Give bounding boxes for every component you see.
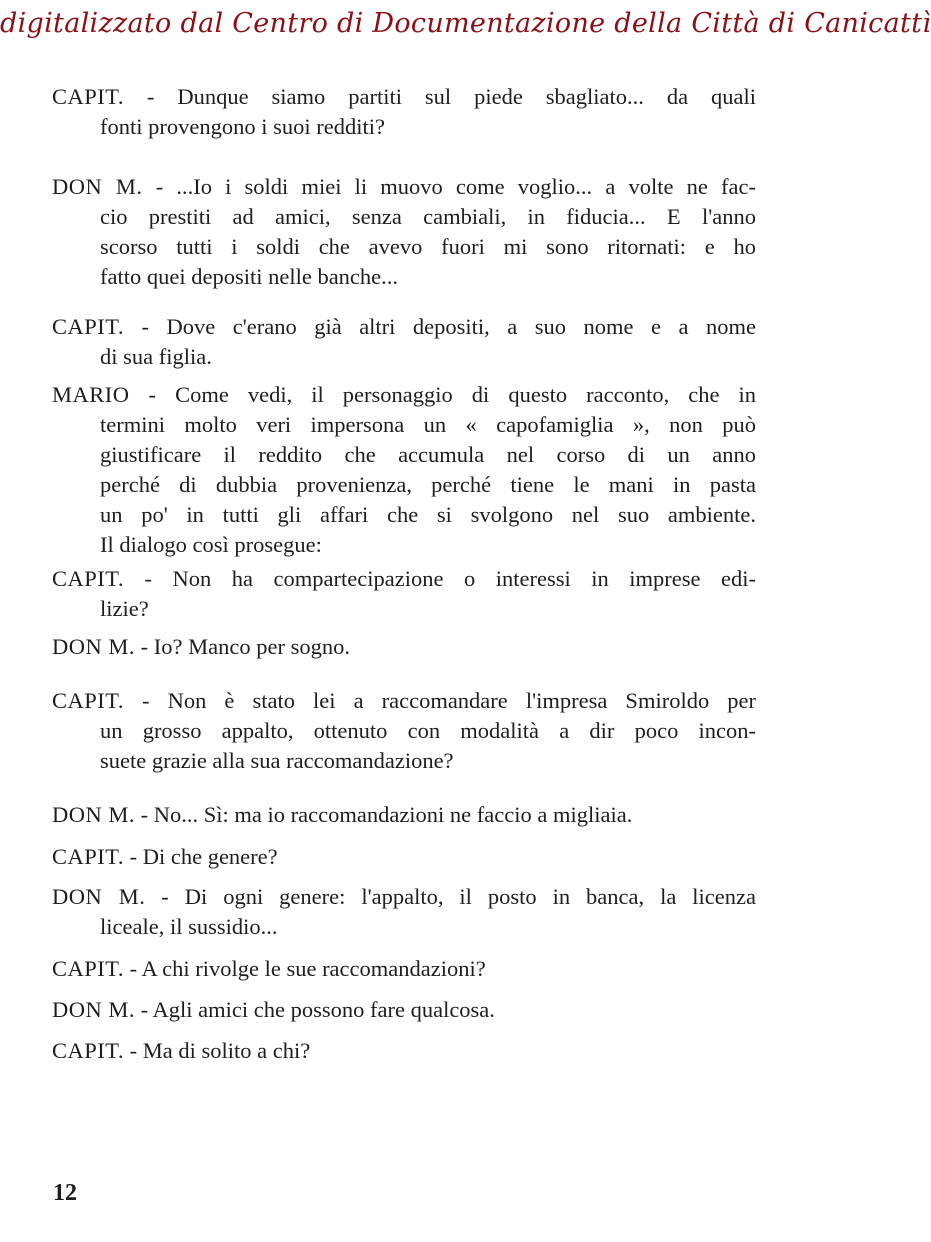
dialogue-line <box>100 262 756 292</box>
line-text: Io? Manco per sogno. <box>153 634 350 659</box>
dialogue-line: CAPIT. - Dove c'erano già altri depositi, a suo nome e a nome <box>52 314 756 339</box>
line-text: Non è stato lei a raccomandare l'impresa Smiroldo per <box>167 688 756 713</box>
line-text: lizie? <box>100 596 149 621</box>
speaker-name: DON M. <box>52 634 136 659</box>
dialogue-line <box>100 112 756 142</box>
speaker-name: DON M. <box>52 997 136 1022</box>
line-text: Dunque siamo partiti sul piede sbagliato... da quali <box>177 84 757 109</box>
dialogue-line <box>100 410 756 440</box>
line-text: Non ha compartecipazione o interessi in imprese edi- <box>172 566 757 591</box>
dialogue-line: CAPIT. - Non ha compartecipazione o interessi in imprese edi- <box>52 566 757 591</box>
dialogue-line <box>100 716 756 746</box>
dialogue-line <box>100 470 756 500</box>
speaker-name: CAPIT. <box>52 566 124 591</box>
dialogue-line <box>100 912 756 942</box>
dialogue-line <box>100 232 756 262</box>
line-text: Come vedi, il personaggio di questo racconto, che in <box>175 382 756 407</box>
page-number: 12 <box>53 1180 77 1206</box>
dialogue-line <box>100 342 756 372</box>
line-text: suete grazie alla sua raccomandazione? <box>100 748 454 773</box>
dialogue-line <box>100 530 756 560</box>
dialogue-line: DON M. - ...Io i soldi miei li muovo come voglio... a volte ne fac- <box>52 174 756 199</box>
line-text: scorso tutti i soldi che avevo fuori mi sono ritornati: e ho <box>100 234 756 259</box>
speaker-name: DON M. <box>52 884 146 909</box>
dialogue-line <box>100 746 756 776</box>
line-text: Dove c'erano già altri depositi, a suo nome e a nome <box>166 314 756 339</box>
speaker-name: CAPIT. <box>52 84 124 109</box>
digitization-watermark: digitalizzato dal Centro di Documentazione della Città di Canicattì <box>0 8 931 39</box>
dialogue-line: DON M. - Io? Manco per sogno. <box>52 634 350 659</box>
line-text: Il dialogo così prosegue: <box>100 532 322 557</box>
dialogue-line: DON M. - Agli amici che possono fare qualcosa. <box>52 997 495 1022</box>
line-text: fonti provengono i suoi redditi? <box>100 114 385 139</box>
line-text: fatto quei depositi nelle banche... <box>100 264 399 289</box>
line-text: Di che genere? <box>142 844 278 869</box>
line-text: perché di dubbia provenienza, perché tiene le mani in pasta <box>100 472 756 497</box>
speaker-name: CAPIT. <box>52 844 124 869</box>
dialogue-line: CAPIT. - Non è stato lei a raccomandare l'impresa Smiroldo per <box>52 688 756 713</box>
dialogue-line <box>100 500 756 530</box>
speaker-name: DON M. <box>52 174 143 199</box>
line-text: A chi rivolge le sue raccomandazioni? <box>141 956 486 981</box>
line-text: un po' in tutti gli affari che si svolgono nel suo ambiente. <box>100 502 756 527</box>
dialogue-line: CAPIT. - Ma di solito a chi? <box>52 1038 311 1063</box>
line-text: giustificare il reddito che accumula nel corso di un anno <box>100 442 756 467</box>
dialogue-line: DON M. - Di ogni genere: l'appalto, il posto in banca, la licenza <box>52 884 756 909</box>
line-text: liceale, il sussidio... <box>100 914 278 939</box>
dialogue-line <box>100 202 756 232</box>
line-text: un grosso appalto, ottenuto con modalità a dir poco incon- <box>100 718 756 743</box>
speaker-name: CAPIT. <box>52 688 124 713</box>
dialogue-line: CAPIT. - A chi rivolge le sue raccomandazioni? <box>52 956 486 981</box>
line-text: termini molto veri impersona un « capofamiglia », non può <box>100 412 756 437</box>
dialogue-line: CAPIT. - Dunque siamo partiti sul piede sbagliato... da quali <box>52 84 757 109</box>
line-text: Ma di solito a chi? <box>142 1038 311 1063</box>
dialogue-line: DON M. - No... Sì: ma io raccomandazioni ne faccio a migliaia. <box>52 802 633 827</box>
speaker-name: DON M. <box>52 802 136 827</box>
line-text: Di ogni genere: l'appalto, il posto in banca, la licenza <box>184 884 756 909</box>
speaker-name: CAPIT. <box>52 956 124 981</box>
line-text: cio prestiti ad amici, senza cambiali, in fiducia... E l'anno <box>100 204 756 229</box>
line-text: ...Io i soldi miei li muovo come voglio... a volte ne fac- <box>176 174 756 199</box>
speaker-name: CAPIT. <box>52 314 124 339</box>
line-text: di sua figlia. <box>100 344 212 369</box>
line-text: No... Sì: ma io raccomandazioni ne faccio a migliaia. <box>153 802 633 827</box>
dialogue-line <box>100 594 756 624</box>
dialogue-line <box>100 440 756 470</box>
line-text: Agli amici che possono fare qualcosa. <box>152 997 495 1022</box>
dialogue-line: CAPIT. - Di che genere? <box>52 844 278 869</box>
dialogue-line: MARIO - Come vedi, il personaggio di questo racconto, che in <box>52 382 756 407</box>
speaker-name: MARIO <box>52 382 130 407</box>
speaker-name: CAPIT. <box>52 1038 124 1063</box>
